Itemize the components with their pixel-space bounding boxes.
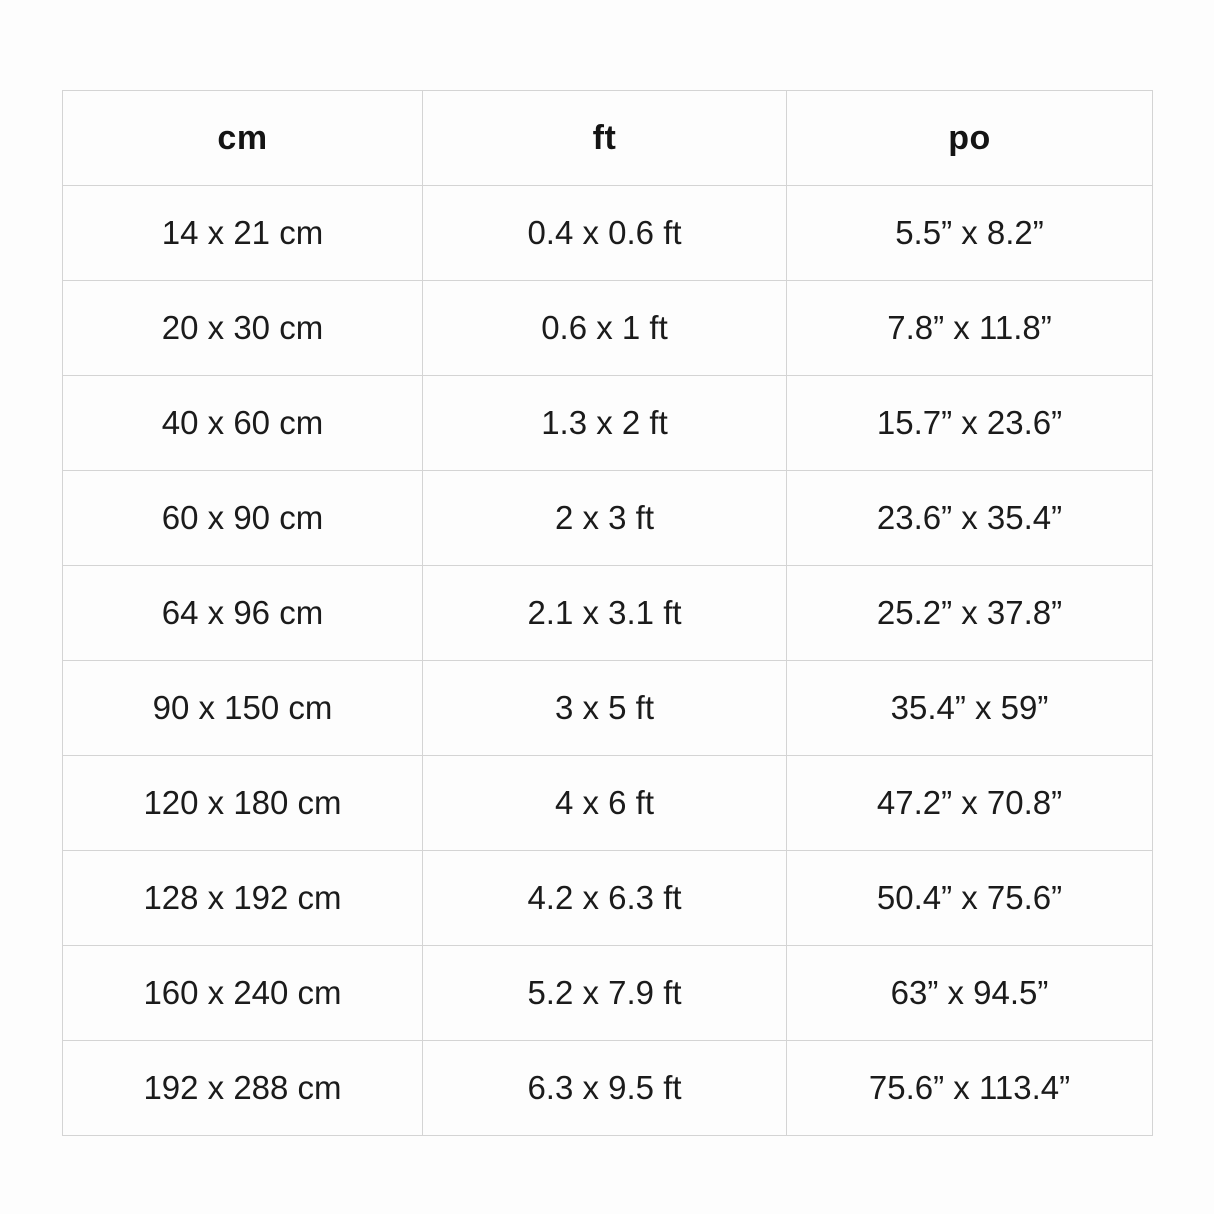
cell-cm: 64 x 96 cm [63,566,423,661]
cell-po: 15.7” x 23.6” [787,376,1153,471]
table-body [63,186,1153,1136]
table-row [63,281,1153,376]
table-header-row [63,91,1153,186]
cell-po: 47.2” x 70.8” [787,756,1153,851]
cell-cm: 20 x 30 cm [63,281,423,376]
table-row [63,1041,1153,1136]
cell-cm: 40 x 60 cm [63,376,423,471]
table-row [63,471,1153,566]
table-row [63,756,1153,851]
cell-po: 75.6” x 113.4” [787,1041,1153,1136]
cell-cm: 90 x 150 cm [63,661,423,756]
cell-cm: 120 x 180 cm [63,756,423,851]
table-row [63,661,1153,756]
cell-po: 25.2” x 37.8” [787,566,1153,661]
cell-ft: 0.4 x 0.6 ft [423,186,787,281]
cell-ft: 6.3 x 9.5 ft [423,1041,787,1136]
column-header-ft: ft [423,91,787,186]
table-row [63,851,1153,946]
table-header [63,91,1153,186]
cell-po: 5.5” x 8.2” [787,186,1153,281]
cell-cm: 14 x 21 cm [63,186,423,281]
cell-po: 63” x 94.5” [787,946,1153,1041]
cell-ft: 5.2 x 7.9 ft [423,946,787,1041]
cell-ft: 2.1 x 3.1 ft [423,566,787,661]
column-header-cm: cm [63,91,423,186]
cell-po: 50.4” x 75.6” [787,851,1153,946]
cell-ft: 2 x 3 ft [423,471,787,566]
cell-cm: 192 x 288 cm [63,1041,423,1136]
cell-cm: 160 x 240 cm [63,946,423,1041]
cell-po: 23.6” x 35.4” [787,471,1153,566]
size-conversion-table-wrapper [62,90,1152,1136]
cell-po: 7.8” x 11.8” [787,281,1153,376]
cell-ft: 4.2 x 6.3 ft [423,851,787,946]
cell-cm: 60 x 90 cm [63,471,423,566]
cell-po: 35.4” x 59” [787,661,1153,756]
cell-ft: 0.6 x 1 ft [423,281,787,376]
table-row [63,186,1153,281]
cell-ft: 3 x 5 ft [423,661,787,756]
cell-ft: 1.3 x 2 ft [423,376,787,471]
table-row [63,946,1153,1041]
size-conversion-table [62,90,1153,1136]
table-row [63,376,1153,471]
cell-ft: 4 x 6 ft [423,756,787,851]
table-row [63,566,1153,661]
cell-cm: 128 x 192 cm [63,851,423,946]
column-header-po: po [787,91,1153,186]
